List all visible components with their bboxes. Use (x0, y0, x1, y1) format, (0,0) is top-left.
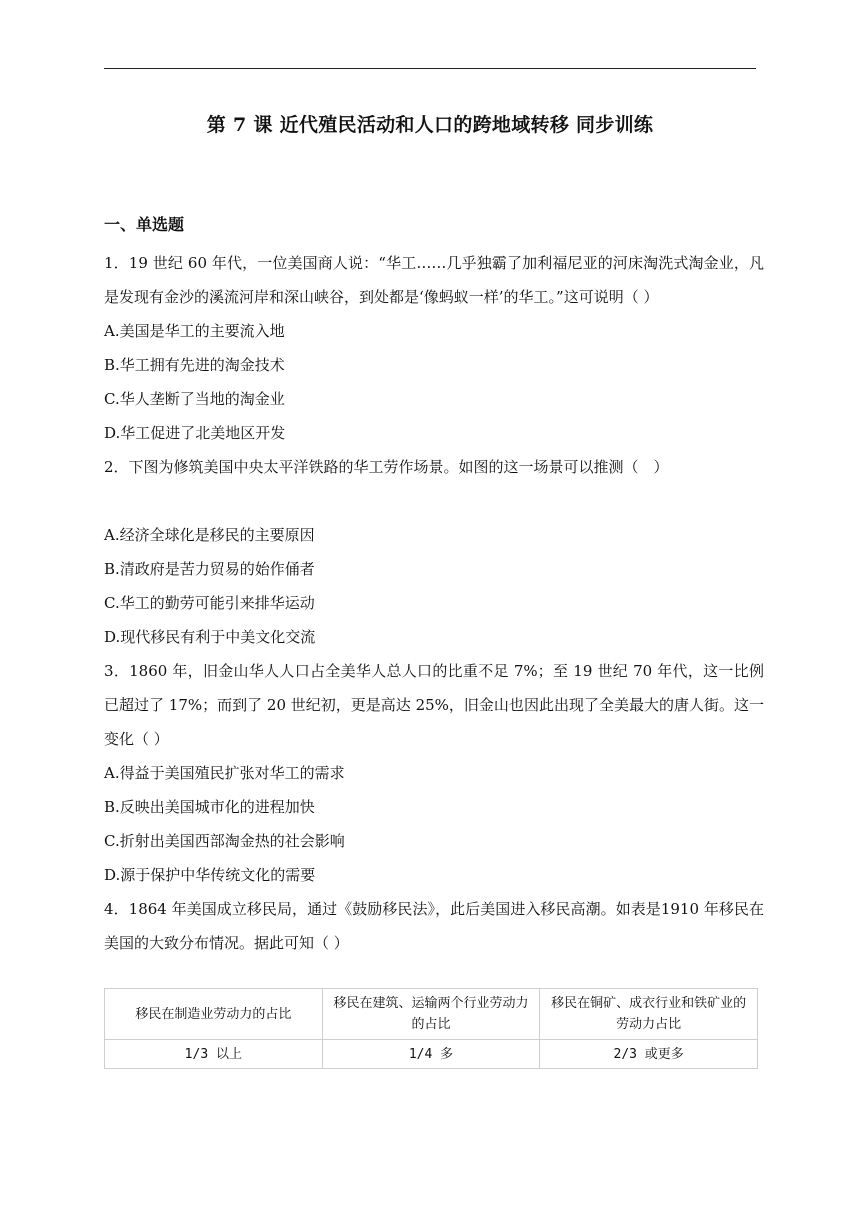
table-header-cell: 移民在制造业劳动力的占比 (105, 989, 323, 1040)
question-1-stem: 1．19 世纪 60 年代，一位美国商人说：“华工……几乎独霸了加利福尼亚的河床淘洗式淘金业，凡是发现有金沙的溪流河岸和深山峡谷，到处都是‘像蚂蚁一样’的华工。”这可说明（ ） (104, 254, 764, 306)
table-row (105, 1040, 758, 1069)
question-3-option-b: B.反映出美国城市化的进程加快 (104, 798, 315, 816)
question-3-option-c: C.折射出美国西部淘金热的社会影响 (104, 832, 345, 850)
immigrant-distribution-table (104, 988, 758, 1069)
question-4-stem: 4．1864 年美国成立移民局，通过《鼓励移民法》，此后美国进入移民高潮。如表是1910 年移民在美国的大致分布情况。据此可知（ ） (104, 900, 764, 952)
question-list (104, 246, 764, 960)
question-2-figure-space (104, 484, 764, 518)
question-2-option-c: C.华工的勤劳可能引来排华运动 (104, 594, 315, 612)
table-cell: 1/4 多 (322, 1040, 540, 1069)
question-1-option-a: A.美国是华工的主要流入地 (104, 322, 285, 340)
question-2-stem: 2．下图为修筑美国中央太平洋铁路的华工劳作场景。如图的这一场景可以推测（ ） (104, 458, 669, 476)
question-1-option-c: C.华人垄断了当地的淘金业 (104, 390, 285, 408)
question-1-option-d: D.华工促进了北美地区开发 (104, 424, 286, 442)
question-2-option-a: A.经济全球化是移民的主要原因 (104, 526, 315, 544)
question-3-option-a: A.得益于美国殖民扩张对华工的需求 (104, 764, 345, 782)
table-header-cell: 移民在建筑、运输两个行业劳动力的占比 (322, 989, 540, 1040)
question-2-option-d: D.现代移民有利于中美文化交流 (104, 628, 316, 646)
section-heading: 一、单选题 (104, 215, 185, 234)
question-3-stem: 3．1860 年，旧金山华人人口占全美华人总人口的比重不足 7%；至 19 世纪 70 年代，这一比例已超过了 17%；而到了 20 世纪初，更是高达 25%，旧金山也因此出现了全美最大的唐人街。这一变化（ ） (104, 662, 764, 748)
header-rule (104, 68, 756, 69)
table-header-cell: 移民在铜矿、成衣行业和铁矿业的劳动力占比 (540, 989, 758, 1040)
question-3-option-d: D.源于保护中华传统文化的需要 (104, 866, 316, 884)
table-cell: 1/3 以上 (105, 1040, 323, 1069)
table-cell: 2/3 或更多 (540, 1040, 758, 1069)
question-1-option-b: B.华工拥有先进的淘金技术 (104, 356, 285, 374)
table-header-row (105, 989, 758, 1040)
question-2-option-b: B.清政府是苦力贸易的始作俑者 (104, 560, 315, 578)
document-title: 第 7 课 近代殖民活动和人口的跨地域转移 同步训练 (206, 114, 654, 136)
